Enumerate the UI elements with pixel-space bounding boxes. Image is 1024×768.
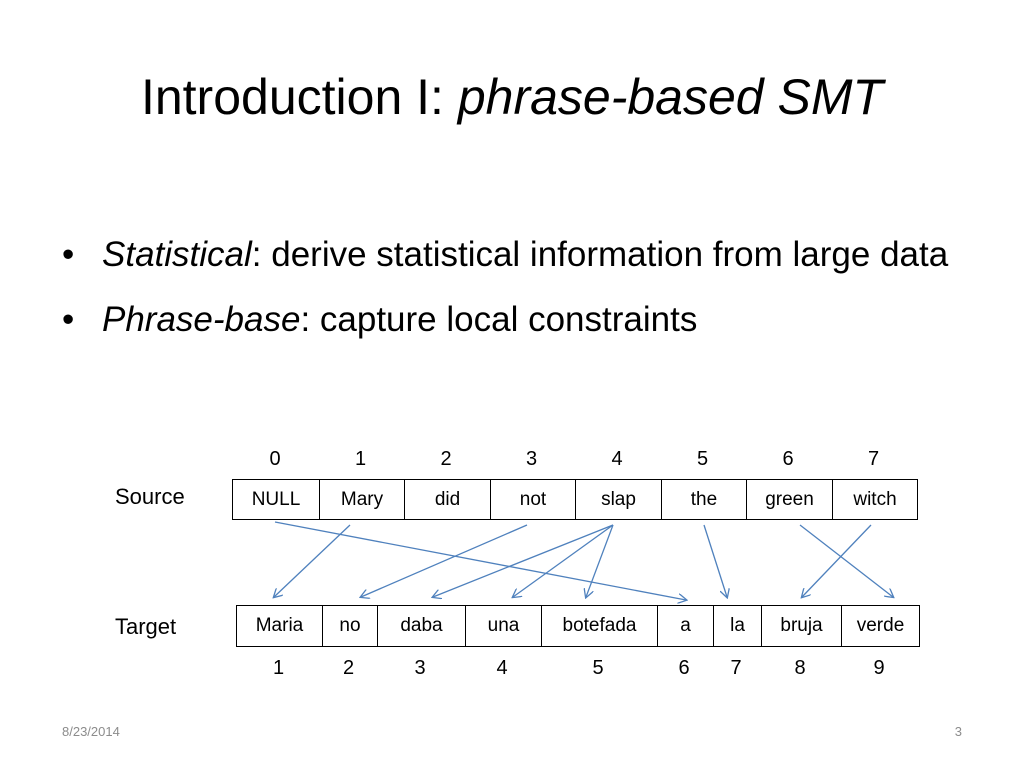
target-word-cell: la bbox=[713, 606, 761, 646]
alignment-arrow bbox=[802, 525, 871, 597]
bullet-list bbox=[62, 228, 962, 358]
title-italic: phrase-based SMT bbox=[457, 69, 884, 125]
source-index-row bbox=[232, 447, 916, 471]
alignment-arrow bbox=[800, 525, 893, 597]
alignment-arrow bbox=[275, 522, 686, 600]
bullet-item bbox=[62, 228, 962, 281]
target-index: 2 bbox=[342, 657, 355, 679]
target-word-cell: una bbox=[465, 606, 541, 646]
page-number: 3 bbox=[954, 724, 962, 739]
bullet-text: : capture local constraints bbox=[300, 300, 698, 339]
target-label: Target bbox=[115, 614, 177, 639]
target-index: 4 bbox=[496, 657, 508, 679]
target-word-cell: botefada bbox=[541, 606, 657, 646]
source-word-cell: the bbox=[661, 480, 746, 519]
source-index: 7 bbox=[867, 448, 880, 470]
source-word-cell: green bbox=[746, 480, 832, 519]
alignment-arrow bbox=[433, 525, 613, 597]
source-label: Source bbox=[115, 484, 185, 509]
footer-date: 8/23/2014 bbox=[62, 724, 120, 739]
target-index: 5 bbox=[592, 657, 604, 679]
target-word-cell: a bbox=[657, 606, 713, 646]
bullet-term: Statistical bbox=[102, 235, 252, 274]
slide-title bbox=[0, 62, 1024, 132]
bullet-dot-icon: • bbox=[62, 300, 75, 339]
title-main: Introduction I: bbox=[140, 69, 458, 125]
target-index-row bbox=[236, 656, 918, 680]
source-word-cell: slap bbox=[575, 480, 661, 519]
source-index: 3 bbox=[525, 448, 538, 470]
target-word-cell: daba bbox=[377, 606, 465, 646]
source-index: 1 bbox=[354, 448, 367, 470]
source-index: 0 bbox=[269, 448, 281, 470]
target-word-cell: no bbox=[322, 606, 377, 646]
target-index: 9 bbox=[873, 657, 885, 679]
source-index: 5 bbox=[696, 448, 709, 470]
target-index: 7 bbox=[730, 657, 742, 679]
source-word-cell: NULL bbox=[251, 488, 301, 510]
source-word-cell: not bbox=[490, 480, 575, 519]
bullet-dot-icon: • bbox=[62, 235, 75, 274]
target-word-cell: bruja bbox=[761, 606, 841, 646]
source-index: 4 bbox=[611, 448, 623, 470]
bullet-item bbox=[62, 293, 962, 346]
target-index: 6 bbox=[678, 657, 690, 679]
source-word-cell: witch bbox=[832, 480, 917, 519]
source-word-cell: Mary bbox=[319, 480, 404, 519]
alignment-arrow bbox=[361, 525, 527, 597]
alignment-arrow bbox=[586, 525, 613, 597]
target-index: 1 bbox=[272, 657, 285, 679]
alignment-arrow bbox=[274, 525, 350, 597]
bullet-term: Phrase-base bbox=[102, 300, 301, 339]
target-word-cell: verde bbox=[841, 606, 919, 646]
target-index: 8 bbox=[794, 657, 806, 679]
target-word-cell: Maria bbox=[255, 615, 304, 636]
target-word-row bbox=[236, 605, 920, 647]
alignment-arrow bbox=[704, 525, 727, 597]
source-index: 6 bbox=[782, 448, 794, 470]
source-word-cell: did bbox=[404, 480, 490, 519]
source-word-row bbox=[232, 479, 918, 520]
target-index: 3 bbox=[414, 657, 426, 679]
alignment-arrow bbox=[513, 525, 613, 597]
source-index: 2 bbox=[440, 448, 452, 470]
bullet-text: : derive statistical information from large data bbox=[251, 235, 949, 274]
